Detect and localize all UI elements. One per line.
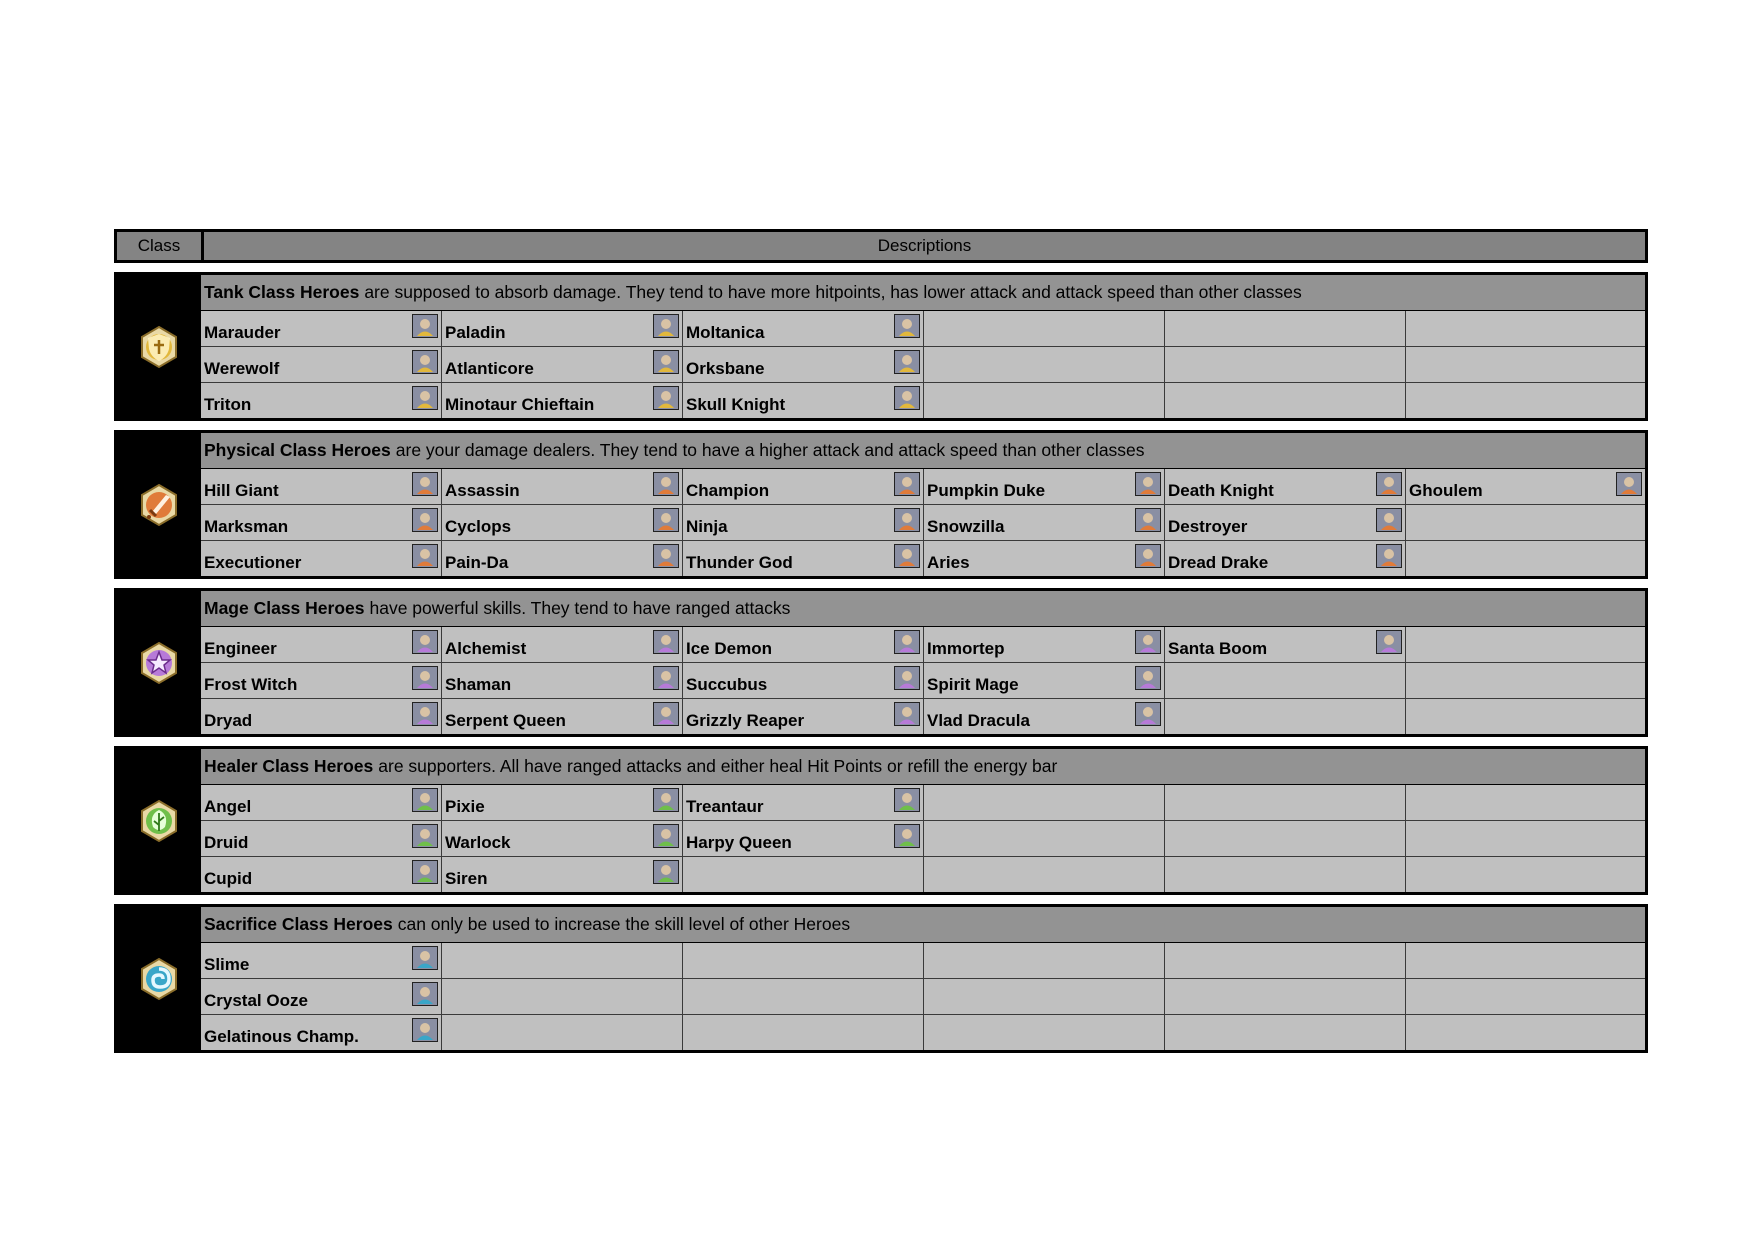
section-mage bbox=[114, 588, 1648, 737]
hero-cell bbox=[1165, 505, 1406, 540]
class-title: Sacrifice Class Heroes bbox=[204, 914, 393, 934]
hero-portrait-icon bbox=[415, 546, 435, 566]
hero-cell bbox=[201, 699, 442, 734]
hero-row bbox=[201, 382, 1645, 418]
hero-portrait bbox=[653, 544, 679, 568]
sword-icon bbox=[137, 483, 181, 527]
hero-cell bbox=[683, 785, 924, 820]
empty-cell bbox=[1165, 821, 1406, 856]
empty-cell bbox=[1406, 979, 1645, 1014]
class-description bbox=[201, 275, 1645, 311]
hero-portrait bbox=[894, 702, 920, 726]
class-icon-cell bbox=[117, 433, 201, 576]
hero-portrait bbox=[412, 508, 438, 532]
hero-portrait bbox=[653, 472, 679, 496]
empty-cell bbox=[1406, 1015, 1645, 1050]
hero-portrait bbox=[1135, 630, 1161, 654]
empty-cell bbox=[1406, 663, 1645, 698]
empty-cell bbox=[924, 383, 1165, 418]
hero-portrait-icon bbox=[1138, 632, 1158, 652]
hero-cell bbox=[201, 943, 442, 978]
hero-name: Succubus bbox=[686, 675, 768, 694]
hero-portrait bbox=[1135, 702, 1161, 726]
empty-cell bbox=[1406, 505, 1645, 540]
empty-cell bbox=[1165, 311, 1406, 346]
section-body bbox=[201, 749, 1645, 892]
hero-cell bbox=[683, 663, 924, 698]
hero-portrait-icon bbox=[656, 474, 676, 494]
hero-name: Triton bbox=[204, 395, 252, 414]
hero-name: Gelatinous Champ. bbox=[204, 1027, 359, 1046]
hero-portrait-icon bbox=[897, 316, 917, 336]
hero-name: Cyclops bbox=[445, 517, 512, 536]
hero-portrait-icon bbox=[897, 352, 917, 372]
hero-row bbox=[201, 978, 1645, 1014]
hero-portrait bbox=[412, 350, 438, 374]
empty-cell bbox=[1165, 347, 1406, 382]
empty-cell bbox=[924, 821, 1165, 856]
hero-portrait-icon bbox=[656, 546, 676, 566]
hero-portrait-icon bbox=[656, 668, 676, 688]
hero-portrait-icon bbox=[1138, 704, 1158, 724]
hero-row bbox=[201, 540, 1645, 576]
hero-row bbox=[201, 785, 1645, 820]
hero-portrait bbox=[894, 314, 920, 338]
empty-cell bbox=[1406, 347, 1645, 382]
empty-cell bbox=[1406, 821, 1645, 856]
hero-portrait bbox=[894, 824, 920, 848]
hero-cell bbox=[201, 821, 442, 856]
hero-portrait bbox=[653, 508, 679, 532]
hero-portrait-icon bbox=[656, 790, 676, 810]
hero-name: Santa Boom bbox=[1168, 639, 1268, 658]
hero-row bbox=[201, 820, 1645, 856]
hero-cell bbox=[201, 663, 442, 698]
hero-portrait bbox=[653, 314, 679, 338]
hero-name: Dryad bbox=[204, 711, 253, 730]
star-icon bbox=[137, 641, 181, 685]
hero-portrait bbox=[1376, 630, 1402, 654]
hero-name: Orksbane bbox=[686, 359, 765, 378]
class-description-text: are supposed to absorb damage. They tend to have more hitpoints, has lower attack and attack speed than other classes bbox=[364, 282, 1302, 302]
hero-portrait-icon bbox=[897, 474, 917, 494]
empty-cell bbox=[924, 857, 1165, 892]
hero-name: Serpent Queen bbox=[445, 711, 566, 730]
hero-cell bbox=[442, 505, 683, 540]
hero-portrait bbox=[412, 544, 438, 568]
hero-portrait bbox=[412, 1018, 438, 1042]
hero-name: Frost Witch bbox=[204, 675, 298, 694]
empty-cell bbox=[1406, 383, 1645, 418]
hero-cell bbox=[442, 311, 683, 346]
hero-name: Snowzilla bbox=[927, 517, 1005, 536]
hero-portrait bbox=[653, 824, 679, 848]
hero-portrait bbox=[1616, 472, 1642, 496]
hero-portrait bbox=[412, 702, 438, 726]
hero-name: Skull Knight bbox=[686, 395, 786, 414]
hero-portrait-icon bbox=[415, 826, 435, 846]
hero-portrait bbox=[1135, 544, 1161, 568]
hero-name: Vlad Dracula bbox=[927, 711, 1030, 730]
hero-name: Spirit Mage bbox=[927, 675, 1019, 694]
empty-cell bbox=[1406, 541, 1645, 576]
hero-portrait bbox=[653, 350, 679, 374]
hero-portrait bbox=[412, 314, 438, 338]
section-body bbox=[201, 907, 1645, 1050]
hero-cell bbox=[442, 857, 683, 892]
hero-portrait-icon bbox=[1619, 474, 1639, 494]
empty-cell bbox=[1406, 857, 1645, 892]
class-title: Healer Class Heroes bbox=[204, 756, 374, 776]
hero-name: Cupid bbox=[204, 869, 253, 888]
empty-cell bbox=[1165, 979, 1406, 1014]
swirl-icon bbox=[137, 957, 181, 1001]
hero-portrait bbox=[894, 666, 920, 690]
hero-portrait bbox=[1376, 472, 1402, 496]
empty-cell bbox=[1165, 699, 1406, 734]
hero-cell bbox=[201, 1015, 442, 1050]
hero-portrait bbox=[1376, 508, 1402, 532]
hero-portrait bbox=[1135, 508, 1161, 532]
empty-cell bbox=[683, 943, 924, 978]
hero-portrait-icon bbox=[656, 352, 676, 372]
hero-name: Hill Giant bbox=[204, 481, 279, 500]
hero-cell bbox=[442, 469, 683, 504]
hero-portrait-icon bbox=[415, 352, 435, 372]
class-description-text: have powerful skills. They tend to have ranged attacks bbox=[369, 598, 791, 618]
empty-cell bbox=[1406, 785, 1645, 820]
class-description bbox=[201, 749, 1645, 785]
hero-name: Druid bbox=[204, 833, 249, 852]
hero-name: Crystal Ooze bbox=[204, 991, 308, 1010]
hero-name: Werewolf bbox=[204, 359, 280, 378]
hero-name: Harpy Queen bbox=[686, 833, 792, 852]
shield-icon bbox=[137, 325, 181, 369]
class-sections bbox=[114, 272, 1648, 1053]
hero-name: Death Knight bbox=[1168, 481, 1274, 500]
empty-cell bbox=[924, 979, 1165, 1014]
hero-name: Pumpkin Duke bbox=[927, 481, 1046, 500]
hero-name: Grizzly Reaper bbox=[686, 711, 805, 730]
hero-portrait-icon bbox=[1138, 668, 1158, 688]
hero-portrait bbox=[653, 788, 679, 812]
hero-portrait-icon bbox=[897, 510, 917, 530]
section-tank bbox=[114, 272, 1648, 421]
class-description bbox=[201, 591, 1645, 627]
section-body bbox=[201, 275, 1645, 418]
hero-name: Aries bbox=[927, 553, 970, 572]
hero-portrait-icon bbox=[415, 1020, 435, 1040]
section-body bbox=[201, 591, 1645, 734]
hero-name: Warlock bbox=[445, 833, 511, 852]
hero-portrait-icon bbox=[897, 704, 917, 724]
hero-portrait-icon bbox=[897, 790, 917, 810]
hero-row bbox=[201, 662, 1645, 698]
section-physical bbox=[114, 430, 1648, 579]
empty-cell bbox=[442, 943, 683, 978]
hero-cell bbox=[1165, 627, 1406, 662]
hero-cell bbox=[683, 311, 924, 346]
hero-portrait-icon bbox=[415, 632, 435, 652]
hero-name: Pixie bbox=[445, 797, 485, 816]
empty-cell bbox=[683, 1015, 924, 1050]
empty-cell bbox=[1165, 1015, 1406, 1050]
hero-portrait-icon bbox=[1379, 510, 1399, 530]
hero-name: Slime bbox=[204, 955, 250, 974]
hero-cell bbox=[924, 699, 1165, 734]
hero-name: Ninja bbox=[686, 517, 728, 536]
hero-portrait bbox=[1376, 544, 1402, 568]
hero-cell bbox=[442, 785, 683, 820]
empty-cell bbox=[1406, 311, 1645, 346]
hero-cell bbox=[201, 785, 442, 820]
hero-name: Thunder God bbox=[686, 553, 793, 572]
hero-cell bbox=[442, 821, 683, 856]
hero-cell bbox=[201, 541, 442, 576]
hero-cell bbox=[683, 505, 924, 540]
empty-cell bbox=[924, 311, 1165, 346]
empty-cell bbox=[924, 785, 1165, 820]
hero-cell bbox=[683, 541, 924, 576]
hero-portrait bbox=[653, 860, 679, 884]
empty-cell bbox=[683, 857, 924, 892]
hero-portrait-icon bbox=[656, 826, 676, 846]
hero-name: Paladin bbox=[445, 323, 506, 342]
hero-cell bbox=[201, 505, 442, 540]
hero-portrait bbox=[894, 386, 920, 410]
hero-portrait bbox=[894, 544, 920, 568]
hero-portrait-icon bbox=[1379, 632, 1399, 652]
hero-portrait-icon bbox=[656, 316, 676, 336]
leaf-icon bbox=[137, 799, 181, 843]
hero-portrait bbox=[412, 982, 438, 1006]
hero-name: Engineer bbox=[204, 639, 277, 658]
hero-cell bbox=[201, 383, 442, 418]
empty-cell bbox=[924, 1015, 1165, 1050]
hero-name: Champion bbox=[686, 481, 770, 500]
section-healer bbox=[114, 746, 1648, 895]
hero-portrait bbox=[894, 508, 920, 532]
hero-name: Ice Demon bbox=[686, 639, 772, 658]
hero-cell bbox=[683, 627, 924, 662]
hero-portrait bbox=[894, 630, 920, 654]
hero-row bbox=[201, 698, 1645, 734]
section-body bbox=[201, 433, 1645, 576]
hero-portrait bbox=[412, 666, 438, 690]
hero-name: Siren bbox=[445, 869, 488, 888]
empty-cell bbox=[924, 347, 1165, 382]
hero-row bbox=[201, 1014, 1645, 1050]
empty-cell bbox=[924, 943, 1165, 978]
hero-portrait bbox=[653, 702, 679, 726]
hero-row bbox=[201, 943, 1645, 978]
hero-portrait-icon bbox=[415, 474, 435, 494]
hero-cell bbox=[201, 347, 442, 382]
hero-name: Destroyer bbox=[1168, 517, 1248, 536]
hero-cell bbox=[201, 469, 442, 504]
hero-cell bbox=[442, 663, 683, 698]
descriptions-column-header: Descriptions bbox=[877, 236, 972, 255]
hero-cell bbox=[683, 383, 924, 418]
hero-portrait bbox=[412, 472, 438, 496]
hero-portrait bbox=[1135, 666, 1161, 690]
hero-row bbox=[201, 856, 1645, 892]
hero-name: Executioner bbox=[204, 553, 302, 572]
hero-portrait bbox=[894, 472, 920, 496]
hero-cell bbox=[1165, 469, 1406, 504]
hero-cell bbox=[1406, 469, 1645, 504]
hero-portrait bbox=[412, 946, 438, 970]
hero-portrait-icon bbox=[1138, 474, 1158, 494]
hero-cell bbox=[924, 505, 1165, 540]
hero-portrait-icon bbox=[415, 316, 435, 336]
hero-portrait-icon bbox=[1138, 510, 1158, 530]
hero-cell bbox=[683, 821, 924, 856]
empty-cell bbox=[1406, 943, 1645, 978]
hero-portrait-icon bbox=[656, 388, 676, 408]
hero-cell bbox=[442, 347, 683, 382]
class-column-header: Class bbox=[117, 232, 204, 260]
hero-portrait-icon bbox=[656, 510, 676, 530]
hero-name: Treantaur bbox=[686, 797, 764, 816]
hero-portrait-icon bbox=[897, 388, 917, 408]
hero-class-table bbox=[114, 229, 1648, 1053]
hero-portrait-icon bbox=[415, 668, 435, 688]
hero-portrait-icon bbox=[415, 984, 435, 1004]
hero-cell bbox=[924, 663, 1165, 698]
hero-portrait-icon bbox=[1379, 546, 1399, 566]
table-header bbox=[114, 229, 1648, 263]
empty-cell bbox=[1165, 857, 1406, 892]
hero-portrait-icon bbox=[1138, 546, 1158, 566]
class-icon-cell bbox=[117, 907, 201, 1050]
hero-name: Dread Drake bbox=[1168, 553, 1269, 572]
hero-name: Angel bbox=[204, 797, 252, 816]
class-description bbox=[201, 433, 1645, 469]
hero-cell bbox=[442, 699, 683, 734]
hero-cell bbox=[683, 347, 924, 382]
hero-row bbox=[201, 627, 1645, 662]
hero-cell bbox=[924, 541, 1165, 576]
hero-row bbox=[201, 469, 1645, 504]
hero-name: Marauder bbox=[204, 323, 281, 342]
hero-portrait bbox=[412, 630, 438, 654]
hero-row bbox=[201, 311, 1645, 346]
hero-portrait bbox=[894, 788, 920, 812]
section-sacrifice bbox=[114, 904, 1648, 1053]
empty-cell bbox=[442, 979, 683, 1014]
hero-cell bbox=[1165, 541, 1406, 576]
hero-cell bbox=[924, 627, 1165, 662]
hero-cell bbox=[442, 627, 683, 662]
empty-cell bbox=[1406, 699, 1645, 734]
hero-name: Shaman bbox=[445, 675, 512, 694]
class-description bbox=[201, 907, 1645, 943]
class-title: Mage Class Heroes bbox=[204, 598, 365, 618]
hero-name: Ghoulem bbox=[1409, 481, 1483, 500]
hero-portrait-icon bbox=[897, 546, 917, 566]
hero-portrait-icon bbox=[415, 862, 435, 882]
hero-portrait bbox=[653, 630, 679, 654]
empty-cell bbox=[1165, 383, 1406, 418]
hero-cell bbox=[201, 979, 442, 1014]
empty-cell bbox=[683, 979, 924, 1014]
hero-portrait bbox=[653, 386, 679, 410]
hero-cell bbox=[683, 699, 924, 734]
hero-portrait bbox=[894, 350, 920, 374]
hero-portrait bbox=[412, 824, 438, 848]
hero-portrait-icon bbox=[897, 826, 917, 846]
hero-cell bbox=[442, 541, 683, 576]
hero-row bbox=[201, 504, 1645, 540]
class-icon-cell bbox=[117, 275, 201, 418]
hero-cell bbox=[201, 857, 442, 892]
class-description-text: can only be used to increase the skill level of other Heroes bbox=[397, 914, 851, 934]
hero-portrait bbox=[653, 666, 679, 690]
hero-name: Marksman bbox=[204, 517, 289, 536]
hero-portrait-icon bbox=[897, 668, 917, 688]
class-icon-cell bbox=[117, 749, 201, 892]
class-description-text: are supporters. All have ranged attacks and either heal Hit Points or refill the energy bar bbox=[378, 756, 1058, 776]
hero-name: Immortep bbox=[927, 639, 1005, 658]
hero-portrait-icon bbox=[415, 388, 435, 408]
hero-portrait-icon bbox=[415, 510, 435, 530]
empty-cell bbox=[1165, 663, 1406, 698]
hero-portrait-icon bbox=[415, 948, 435, 968]
empty-cell bbox=[1165, 943, 1406, 978]
class-title: Tank Class Heroes bbox=[204, 282, 360, 302]
empty-cell bbox=[1406, 627, 1645, 662]
hero-portrait-icon bbox=[897, 632, 917, 652]
hero-portrait bbox=[412, 860, 438, 884]
hero-name: Pain-Da bbox=[445, 553, 509, 572]
hero-portrait-icon bbox=[415, 790, 435, 810]
hero-portrait-icon bbox=[1379, 474, 1399, 494]
class-icon-cell bbox=[117, 591, 201, 734]
hero-row bbox=[201, 346, 1645, 382]
hero-portrait-icon bbox=[656, 862, 676, 882]
hero-portrait-icon bbox=[656, 704, 676, 724]
hero-portrait-icon bbox=[656, 632, 676, 652]
hero-cell bbox=[201, 627, 442, 662]
empty-cell bbox=[442, 1015, 683, 1050]
hero-name: Alchemist bbox=[445, 639, 527, 658]
hero-name: Moltanica bbox=[686, 323, 765, 342]
hero-portrait bbox=[412, 788, 438, 812]
class-description-text: are your damage dealers. They tend to have a higher attack and attack speed than other classes bbox=[395, 440, 1145, 460]
class-title: Physical Class Heroes bbox=[204, 440, 391, 460]
hero-cell bbox=[442, 383, 683, 418]
hero-cell bbox=[201, 311, 442, 346]
hero-portrait bbox=[1135, 472, 1161, 496]
hero-name: Atlanticore bbox=[445, 359, 534, 378]
empty-cell bbox=[1165, 785, 1406, 820]
hero-portrait bbox=[412, 386, 438, 410]
hero-name: Minotaur Chieftain bbox=[445, 395, 595, 414]
hero-name: Assassin bbox=[445, 481, 520, 500]
hero-cell bbox=[683, 469, 924, 504]
hero-cell bbox=[924, 469, 1165, 504]
hero-portrait-icon bbox=[415, 704, 435, 724]
